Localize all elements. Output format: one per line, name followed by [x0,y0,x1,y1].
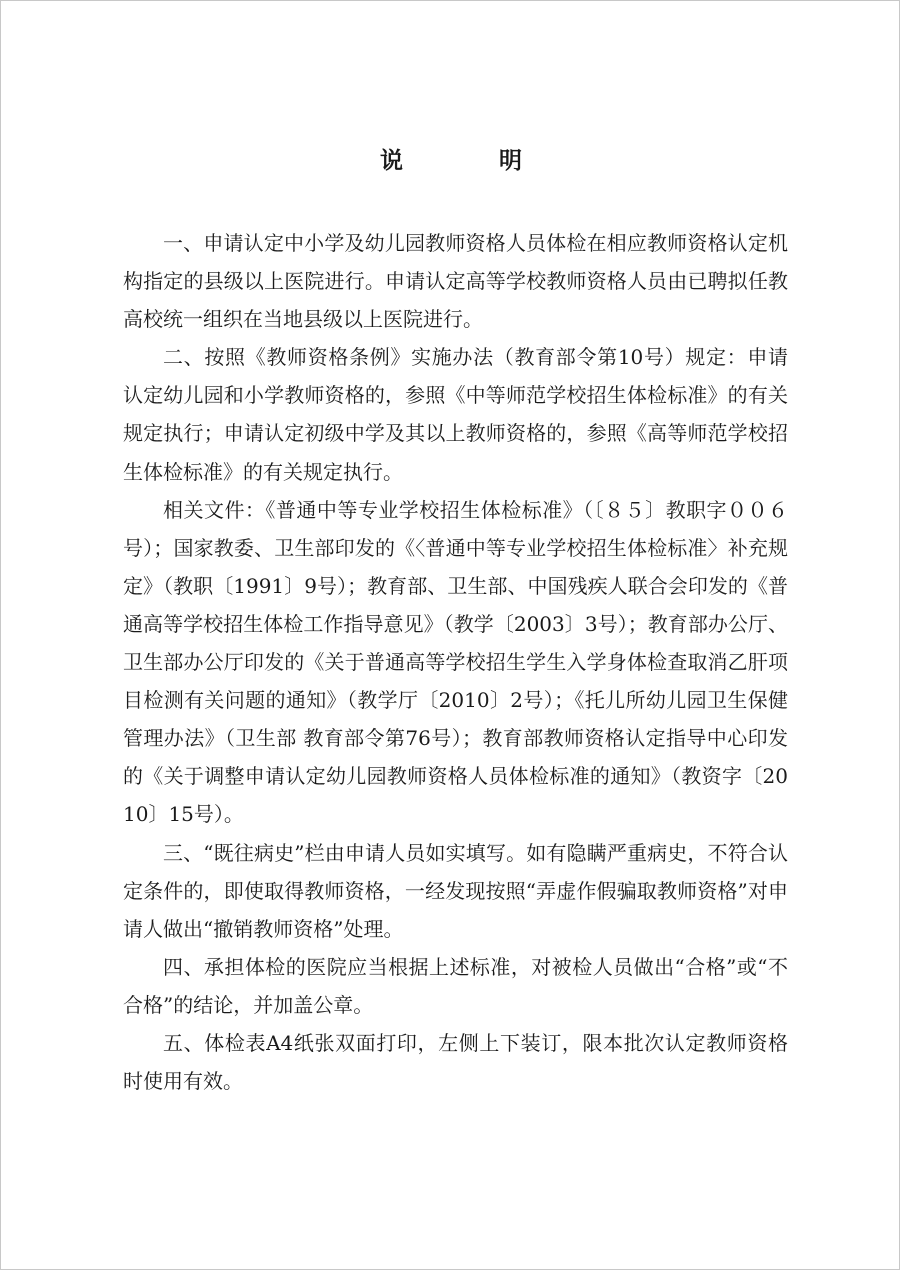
page-title: 说 明 [379,147,566,174]
document-body [123,224,788,1100]
paragraph-1-exam-location: 一、申请认定中小学及幼儿园教师资格人员体检在相应教师资格认定机构指定的县级以上医院进行。申请认定高等学校教师资格人员由已聘拟任教高校统一组织在当地县级以上医院进行。 [123,231,788,332]
paragraph-related-documents: 相关文件：《普通中等专业学校招生体检标准》（〔８５〕教职字００６号）；国家教委、卫生部印发的《〈普通中等专业学校招生体检标准〉补充规定》（教职〔1991〕9号）；教育部、卫生部、中国残疾人联合会印发的《普通高等学校招生体检工作指导意见》（教学〔2003〕3号）；教育部办公厅、卫生部办公厅印发的《关于普通高等学校招生学生入学身体检查取消乙肝项目检测有关问题的通知》（教学厅〔2010〕2号）；《托儿所幼儿园卫生保健管理办法》（卫生部 教育部令第76号）；教育部教师资格认定指导中心印发的《关于调整申请认定幼儿园教师资格人员体检标准的通知》（教资字〔2010〕15号）。 [123,497,788,827]
paragraph-2-regulation: 二、按照《教师资格条例》实施办法（教育部令第10号）规定：申请认定幼儿园和小学教师资格的，参照《中等师范学校招生体检标准》的有关规定执行；申请认定初级中学及其以上教师资格的，参照《高等师范学校招生体检标准》的有关规定执行。 [123,345,788,484]
paragraph-3-medical-history: 三、“既往病史”栏由申请人员如实填写。如有隐瞒严重病史，不符合认定条件的，即使取得教师资格，一经发现按照“弄虚作假骗取教师资格”对申请人做出“撤销教师资格”处理。 [123,840,788,941]
paragraph-5-printing: 五、体检表A4纸张双面打印，左侧上下装订，限本批次认定教师资格时使用有效。 [123,1030,788,1094]
paragraph-4-hospital-conclusion: 四、承担体检的医院应当根据上述标准，对被检人员做出“合格”或“不合格”的结论，并加盖公章。 [123,954,788,1017]
